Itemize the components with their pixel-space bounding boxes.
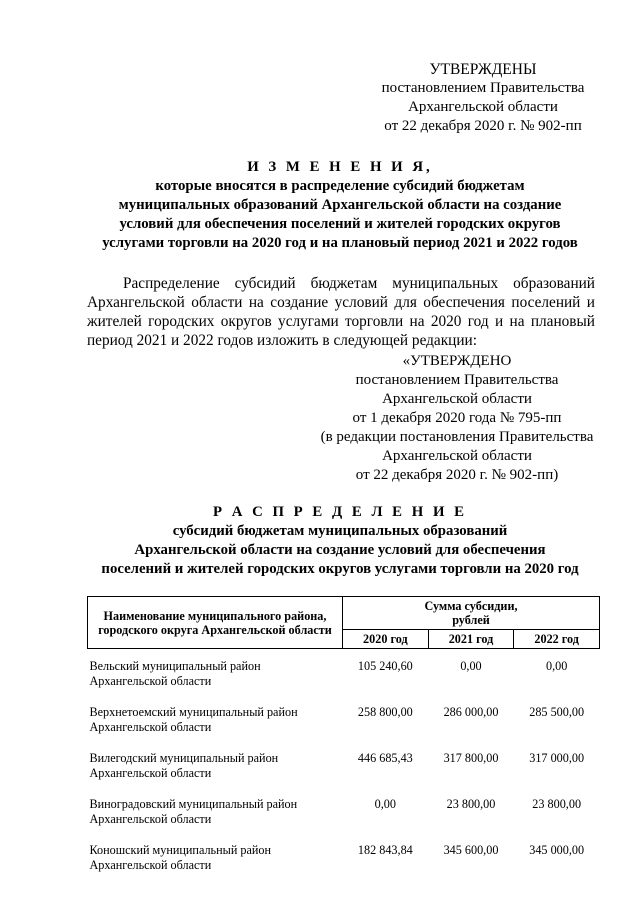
approval-title: УТВЕРЖДЕНЫ — [429, 61, 537, 78]
table-row — [88, 697, 600, 743]
name-header-line-1: Наименование муниципального района, — [103, 608, 327, 623]
column-header-2021: 2021 год — [428, 630, 514, 649]
value-2021: 286 000,00 — [443, 705, 499, 719]
approval-line-3: от 22 декабря 2020 г. № 902-пп — [384, 118, 582, 134]
distribution-title: Р А С П Р Е Д Е Л Е Н И Е — [212, 504, 468, 520]
value-2022: 345 000,00 — [529, 843, 585, 857]
value-2021: 0,00 — [460, 659, 482, 673]
sum-header-line-2: рублей — [452, 613, 490, 627]
value-2022: 23 800,00 — [532, 797, 582, 811]
body-paragraph: Распределение субсидий бюджетам муниципальных образований Архангельской области на создание условий для обеспечения поселений и жителей городских округов услугами торговли на 2020 год и на плановый период 2021 и 2022 годов изложить в следующей редакции: — [87, 275, 595, 349]
value-2021: 317 800,00 — [443, 751, 499, 765]
changes-heading — [60, 158, 620, 253]
district-name-line-2: Архангельской области — [89, 674, 212, 688]
distribution-line-3: поселений и жителей городских округов услугами торговли на 2020 год — [101, 561, 579, 577]
district-name-line-1: Коношский муниципальный район — [89, 843, 272, 857]
distribution-heading — [60, 503, 620, 579]
district-name-line-2: Архангельской области — [89, 720, 212, 734]
column-header-name — [88, 597, 343, 649]
changes-line-4: услугами торговли на 2020 год и на плановый период 2021 и 2022 годов — [102, 235, 578, 251]
district-name-line-2: Архангельской области — [89, 766, 212, 780]
approval2-line-4: (в редакции постановления Правительства — [320, 429, 594, 445]
column-header-2020: 2020 год — [343, 630, 429, 649]
distribution-line-1: субсидий бюджетам муниципальных образований — [172, 523, 508, 539]
value-2022: 0,00 — [545, 659, 568, 673]
table-row — [88, 651, 600, 697]
distribution-line-2: Архангельской области на создание условий для обеспечения — [134, 542, 546, 558]
value-2021: 345 600,00 — [443, 843, 499, 857]
approval2-line-1: постановлением Правительства — [355, 372, 559, 388]
changes-line-1: которые вносятся в распределение субсидий бюджетам — [155, 178, 525, 194]
district-name — [88, 697, 343, 743]
district-name — [88, 789, 343, 835]
approval2-line-6: от 22 декабря 2020 г. № 902-пп) — [355, 467, 559, 483]
value-2020: 258 800,00 — [357, 705, 413, 719]
subsidy-table — [87, 596, 600, 881]
changes-title: И З М Е Н Е Н И Я, — [247, 159, 433, 175]
value-2020: 105 240,60 — [357, 659, 413, 673]
approval2-line-3: от 1 декабря 2020 года № 795-пп — [352, 410, 562, 426]
value-2022: 317 000,00 — [529, 751, 585, 765]
approval-stamp-2 — [312, 352, 602, 485]
approval-line-1: постановлением Правительства — [381, 80, 585, 96]
district-name-line-1: Вельский муниципальный район — [89, 659, 261, 673]
value-2020: 446 685,43 — [357, 751, 413, 765]
approval2-line-5: Архангельской области — [382, 448, 532, 464]
approval2-line-2: Архангельской области — [382, 391, 532, 407]
approval-line-2: Архангельской области — [408, 99, 558, 115]
column-header-sum — [343, 597, 600, 630]
district-name — [88, 743, 343, 789]
district-name-line-1: Виноградовский муниципальный район — [89, 797, 298, 811]
table-row — [88, 743, 600, 789]
changes-line-3: условий для обеспечения поселений и жителей городских округов — [119, 216, 561, 232]
value-2022: 285 500,00 — [529, 705, 585, 719]
value-2020: 182 843,84 — [357, 843, 413, 857]
district-name — [88, 651, 343, 697]
value-2021: 23 800,00 — [446, 797, 496, 811]
approval2-title: «УТВЕРЖДЕНО — [402, 353, 512, 369]
table-row — [88, 789, 600, 835]
value-2020: 0,00 — [374, 797, 396, 811]
name-header-line-2: городского округа Архангельской области — [98, 622, 332, 637]
changes-line-2: муниципальных образований Архангельской области на создание — [118, 197, 562, 213]
district-name-line-2: Архангельской области — [89, 858, 212, 872]
column-header-2022: 2022 год — [514, 630, 600, 649]
district-name-line-1: Верхнетоемский муниципальный район — [89, 705, 298, 719]
approval-stamp — [355, 60, 611, 136]
sum-header-line-1: Сумма субсидии, — [424, 599, 518, 613]
district-name-line-1: Вилегодский муниципальный район — [89, 751, 279, 765]
district-name — [88, 835, 343, 881]
table-row — [88, 835, 600, 881]
district-name-line-2: Архангельской области — [89, 812, 212, 826]
